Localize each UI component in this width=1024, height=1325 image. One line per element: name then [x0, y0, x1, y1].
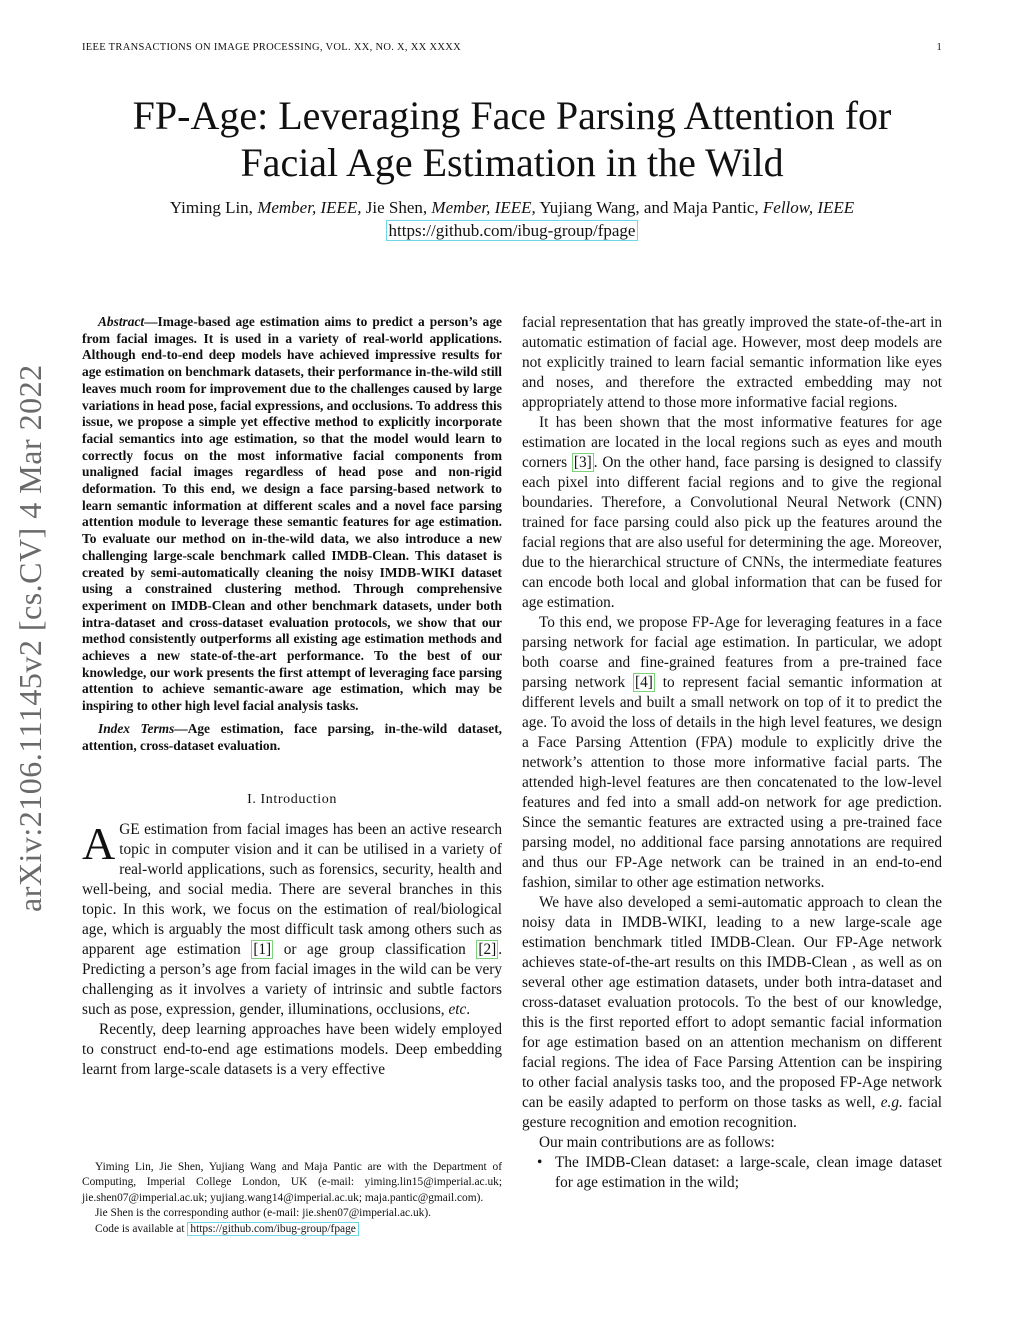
- intro-paragraph-4: [522, 413, 942, 613]
- text-run: facial gesture recognition and emotion recognition.: [522, 1094, 942, 1131]
- intro-paragraph-7: Our main contributions are as follows:: [539, 1134, 775, 1151]
- text-run: .: [466, 1001, 471, 1019]
- left-column: [82, 314, 502, 1080]
- text-run: to represent facial semantic information at different levels and built a small network on top of it to predict the age. To avoid the loss of details in the high level features, we design a Face Parsing Attention (FPA) module to explicitly drive the network’s attention to those more informative facial parts. The attended high-level features are then concatenated to the low-level features and fed into a small add-on network for age prediction. Since the semantic features are extracted using a pre-trained face parsing model, no additional face parsing annotations are required and thus our FP-Age network can be trained in an end-to-end fashion, similar to other age estimation networks.: [522, 674, 942, 891]
- intro-paragraph-2: Recently, deep learning approaches have been widely employed to construct end-to-end age estimations models. Deep embedding learnt from large-scale datasets is a very effective: [82, 1021, 502, 1079]
- footnote-code: [82, 1222, 502, 1237]
- contribution-bullet: [522, 1153, 942, 1193]
- abstract-text: —Image-based age estimation aims to predict a person’s age from facial images. It is used in a variety of real-world applications. Although end-to-end deep models have achieved impressive results for age estimation on benchmark datasets, their performance in-the-wild still leaves much room for improvement due to the challenges caused by large variations in head pose, facial expressions, and occlusions. To address this issue, we propose a simple yet effective method to explicitly incorporate facial semantics into age estimation, so that the model would learn to correctly focus on the most informative facial components from unaligned facial images regardless of head pose and non-rigid deformation. To this end, we design a face parsing-based network to learn semantic information at different scales and a novel face parsing attention module to leverage these semantic features for age estimation. To evaluate our method on in-the-wild data, we also introduce a new challenging large-scale benchmark called IMDB-Clean. This dataset is created by semi-automatically cleaning the noisy IMDB-WIKI dataset using a constrained clustering method. Through comprehensive experiment on IMDB-Clean and other benchmark datasets, under both intra-dataset and cross-dataset evaluation protocols, we show that our method consistently outperforms all existing age estimation methods and achieves a new state-of-the-art performance. To the best of our knowledge, our work presents the first attempt of leveraging face parsing attention to achieve semantic-aware age estimation, which may be inspiring to other high level facial analysis tasks.: [82, 314, 502, 714]
- footnote-affiliation: Yiming Lin, Jie Shen, Yujiang Wang and Maja Pantic are with the Department of Computing, Imperial College London, UK (e-mail: yiming.lin15@imperial.ac.uk; jie.shen07@imperial.ac.uk; yujiang.wang14@imperial.ac.uk; maja.pantic@gmail.com).: [82, 1161, 502, 1204]
- repo-link[interactable]: https://github.com/ibug-group/fpage: [386, 220, 639, 241]
- abstract-label: Abstract: [98, 314, 145, 329]
- abstract: [82, 314, 502, 715]
- section-heading: I. Introduction: [247, 792, 337, 808]
- text-run: We have also developed a semi-automatic approach to clean the noisy data in IMDB-WIKI, leading to a new large-scale age estimation benchmark titled IMDB-Clean. Our FP-Age network achieves state-of-the-art results on this IMDB-Clean , as well as on several other age estimation datasets, under both intra-dataset and cross-dataset evaluation protocols. To the best of our knowledge, this is the first reported effort to adopt semantic facial information for age estimation based on an attention mechanism on different facial regions. The idea of Face Parsing Attention can be inspiring to other facial analysis tasks too, and the proposed FP-Age network can be easily adapted to perform on those tasks as well,: [522, 894, 942, 1111]
- index-terms-label: Index Terms: [98, 720, 175, 736]
- footnote-corresponding: Jie Shen is the corresponding author (e-mail: jie.shen07@imperial.ac.uk).: [95, 1207, 431, 1220]
- citation-link[interactable]: [4]: [635, 674, 653, 691]
- text-run: e.g.: [880, 1094, 903, 1111]
- arxiv-stamp: arXiv:2106.11145v2 [cs.CV] 4 Mar 2022: [12, 364, 48, 912]
- author-name: Yujiang Wang, and Maja Pantic,: [539, 198, 759, 217]
- running-header: IEEE TRANSACTIONS ON IMAGE PROCESSING, VOL. XX, NO. X, XX XXXX: [82, 42, 462, 53]
- intro-paragraph-6: [522, 893, 942, 1133]
- text-run: etc: [448, 1001, 467, 1019]
- paper-title: FP-Age: Leveraging Face Parsing Attention for Facial Age Estimation in the Wild: [132, 93, 892, 185]
- drop-cap: A: [82, 818, 116, 870]
- author-role: Member, IEEE,: [257, 198, 362, 217]
- text-run: The IMDB-Clean dataset: a large-scale, clean image dataset for age estimation in the wild;: [555, 1154, 942, 1191]
- text-run: . Predicting a person’s age from facial images in the wild can be very challenging as it involves a variety of intrinsic and subtle factors such as pose, expression, gender, illuminations, occlusions,: [82, 941, 503, 1019]
- citation-link[interactable]: [1]: [253, 941, 272, 959]
- citation-link[interactable]: [3]: [573, 454, 592, 471]
- text-run: or age group classification: [273, 941, 477, 959]
- intro-paragraph-1: [82, 820, 502, 1020]
- text-run: It has been shown that the most informative features for age estimation are located in the local regions such as eyes and mouth corners: [522, 414, 942, 471]
- footnotes: [82, 1160, 502, 1237]
- index-terms: [82, 721, 502, 754]
- intro-paragraph-5: [522, 613, 942, 893]
- text-run: GE estimation from facial images has been an active research topic in computer vision and it can be utilised in a variety of real-world applications, such as forensics, security, health and well-being, and social media. There are several branches in this topic. In this work, we focus on the estimation of real/biological age, which is arguably the most difficult task among others such as apparent age estimation: [82, 821, 502, 959]
- author-line: [82, 198, 942, 218]
- index-terms-text: —Age estimation, face parsing, in-the-wild dataset, attention, cross-dataset evaluation.: [82, 720, 502, 753]
- footnote-code-link[interactable]: https://github.com/ibug-group/fpage: [187, 1222, 358, 1236]
- citation-link[interactable]: [2]: [478, 941, 497, 959]
- author-name: Jie Shen,: [365, 198, 428, 217]
- intro-paragraph-3: facial representation that has greatly improved the state-of-the-art in automatic estimation of facial age. However, most deep models are not explicitly trained to learn facial semantic information like eyes and noses, and therefore the extracted embedding may not appropriately attend to those more informative facial regions.: [522, 314, 942, 411]
- text-run: To this end, we propose FP-Age for leveraging features in a face parsing network for facial age estimation. In particular, we adopt both coarse and fine-grained features from a pre-trained face parsing network: [522, 614, 942, 691]
- repo-line: [0, 221, 1024, 241]
- author-role: Member, IEEE,: [431, 198, 536, 217]
- text-run: Code is available at: [95, 1222, 188, 1235]
- text-run: . On the other hand, face parsing is designed to classify each pixel into different facial regions and to give the regional boundaries. Therefore, a Convolutional Neural Network (CNN) trained for face parsing could also pick up the features around the facial regions that are also useful for determining the age. Moreover, due to the hierarchical structure of CNNs, the intermediate features can encode both local and global information that can be fused for age estimation.: [522, 454, 942, 611]
- author-name: Yiming Lin,: [169, 198, 253, 217]
- right-column: [522, 313, 942, 1193]
- author-role: Fellow, IEEE: [762, 198, 855, 217]
- bullet-icon: •: [537, 1154, 543, 1171]
- page-number: 1: [936, 42, 942, 53]
